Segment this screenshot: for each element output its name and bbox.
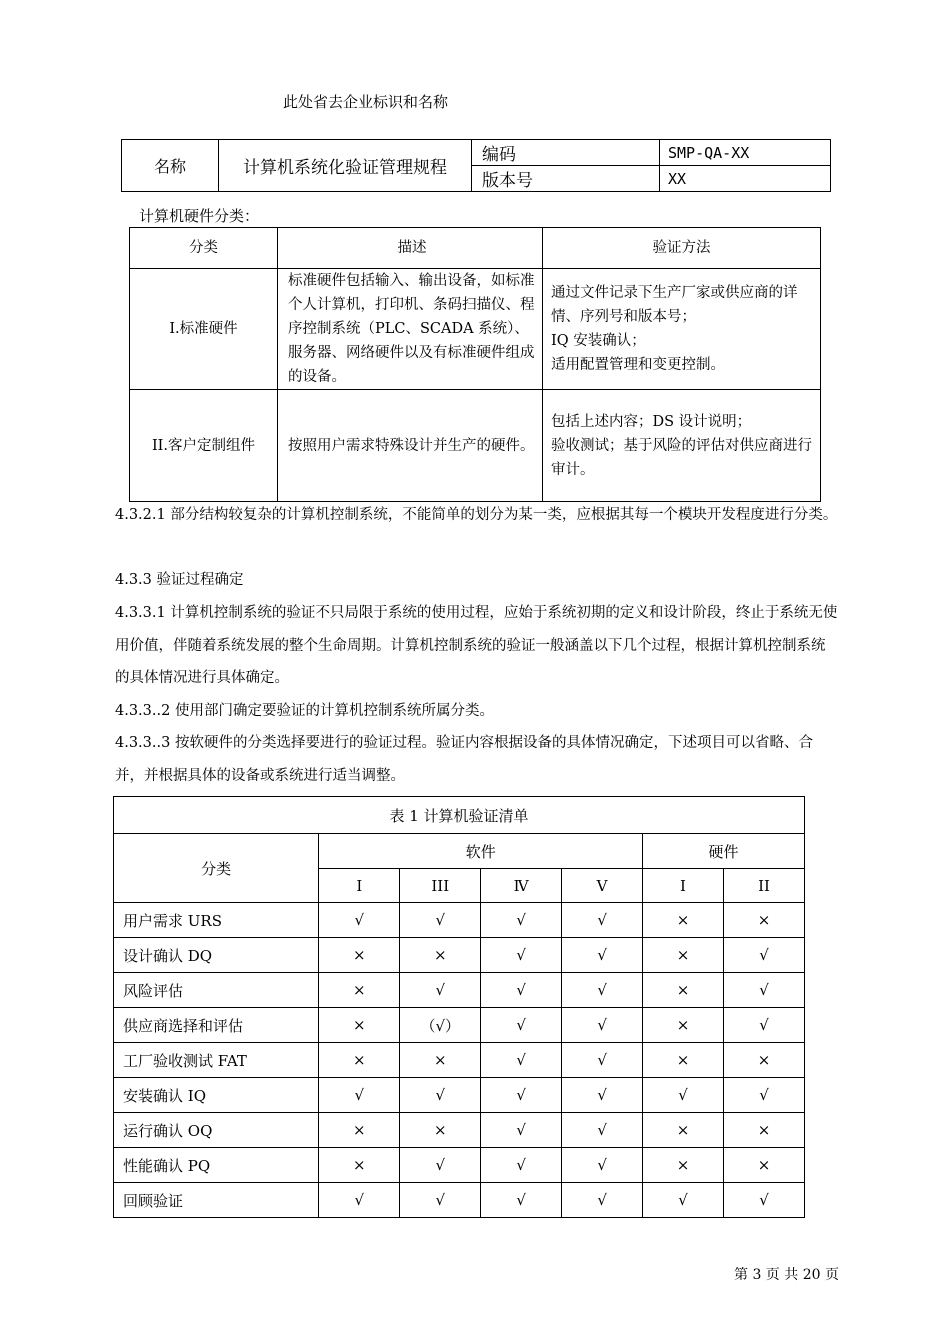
check-cell: √ [481, 1183, 562, 1218]
hardware-classification-table [129, 227, 821, 502]
check-cell: √ [723, 1078, 804, 1113]
section-heading-4-3-3: 4.3.3 验证过程确定 [115, 572, 244, 588]
check-cell: × [643, 1113, 724, 1148]
column-header: 描述 [278, 228, 543, 269]
check-cell: √ [400, 973, 481, 1008]
check-cell: √ [400, 903, 481, 938]
check-cell: × [643, 1008, 724, 1043]
method-line: IQ 安装确认； [551, 333, 646, 349]
check-cell: × [723, 1043, 804, 1078]
code-label: 编码 [472, 140, 660, 166]
check-cell: √ [319, 903, 400, 938]
check-cell: （√） [400, 1008, 481, 1043]
check-cell: √ [481, 1113, 562, 1148]
sub-header: II [723, 869, 804, 903]
check-cell: √ [562, 1148, 643, 1183]
check-cell: √ [723, 1183, 804, 1218]
table-row [114, 1078, 805, 1113]
check-cell: √ [562, 1113, 643, 1148]
check-cell: × [643, 973, 724, 1008]
check-cell: √ [562, 938, 643, 973]
hardware-section-title: 计算机硬件分类： [139, 207, 260, 225]
page-number: 第 3 页 共 20 页 [734, 1267, 839, 1283]
method-line: 验收测试；基于风险的评估对供应商进行审计。 [551, 437, 812, 478]
paragraph-4-3-3-2: 4.3.3..2 使用部门确定要验证的计算机控制系统所属分类。 [115, 703, 494, 719]
check-cell: × [319, 1008, 400, 1043]
sub-header: V [562, 869, 643, 903]
table-row [114, 903, 805, 938]
check-cell: √ [319, 1183, 400, 1218]
row-label: 供应商选择和评估 [114, 1008, 319, 1043]
check-cell: × [400, 938, 481, 973]
method-cell [543, 390, 821, 502]
method-line: 包括上述内容；DS 设计说明； [551, 413, 752, 430]
check-cell: √ [319, 1078, 400, 1113]
software-header: 软件 [319, 834, 643, 869]
table-row [114, 1113, 805, 1148]
check-cell: × [643, 938, 724, 973]
check-cell: × [400, 1043, 481, 1078]
check-cell: × [723, 1148, 804, 1183]
check-cell: × [400, 1113, 481, 1148]
sub-header: Ⅳ [481, 869, 562, 903]
check-cell: × [723, 903, 804, 938]
table-row [114, 1043, 805, 1078]
validation-checklist-table [113, 796, 805, 1218]
version-value: XX [660, 166, 831, 192]
check-cell: √ [562, 1183, 643, 1218]
table-row [130, 390, 821, 502]
table-row [114, 1008, 805, 1043]
check-cell: √ [562, 1078, 643, 1113]
checklist-body [114, 903, 805, 1218]
document-header-table [121, 139, 831, 192]
check-cell: √ [481, 1148, 562, 1183]
check-cell: √ [400, 1148, 481, 1183]
method-cell [543, 269, 821, 390]
row-label: 风险评估 [114, 973, 319, 1008]
name-label: 名称 [122, 140, 219, 192]
table-row [114, 938, 805, 973]
check-cell: √ [481, 1008, 562, 1043]
paragraph-4-3-3-3: 4.3.3..3 按软硬件的分类选择要进行的验证过程。验证内容根据设备的具体情况确定，下述项目可以省略、合并，并根据具体的设备或系统进行适当调整。 [115, 735, 813, 784]
check-cell: √ [643, 1183, 724, 1218]
table-row [114, 1183, 805, 1218]
sub-header: III [400, 869, 481, 903]
check-cell: × [319, 973, 400, 1008]
check-cell: × [643, 1148, 724, 1183]
check-cell: √ [723, 973, 804, 1008]
category-cell: II.客户定制组件 [130, 390, 278, 502]
sub-header: I [643, 869, 724, 903]
paragraph-4-3-3-1: 4.3.3.1 计算机控制系统的验证不只局限于系统的使用过程，应始于系统初期的定义和设计阶段，终止于系统无使用价值，伴随着系统发展的整个生命周期。计算机控制系统的验证一般涵盖以下几个过程，根据计算机控制系统的具体情况进行具体确定。 [115, 605, 838, 686]
table-header-row [130, 228, 821, 269]
row-label: 安装确认 IQ [114, 1078, 319, 1113]
check-cell: √ [723, 1008, 804, 1043]
check-cell: √ [643, 1078, 724, 1113]
column-header: 分类 [130, 228, 278, 269]
check-cell: √ [481, 973, 562, 1008]
check-cell: × [319, 938, 400, 973]
row-label: 运行确认 OQ [114, 1113, 319, 1148]
row-label: 性能确认 PQ [114, 1148, 319, 1183]
check-cell: × [319, 1113, 400, 1148]
description-cell: 标准硬件包括输入、输出设备，如标准个人计算机，打印机、条码扫描仪、程序控制系统（PLC、SCADA 系统）、服务器、网络硬件以及有标准硬件组成的设备。 [278, 269, 543, 390]
sub-header: I [319, 869, 400, 903]
row-label: 工厂验收测试 FAT [114, 1043, 319, 1078]
check-cell: √ [562, 1043, 643, 1078]
category-header: 分类 [114, 834, 319, 903]
hardware-header: 硬件 [643, 834, 805, 869]
check-cell: √ [481, 1078, 562, 1113]
row-label: 用户需求 URS [114, 903, 319, 938]
document-title: 计算机系统化验证管理规程 [219, 140, 472, 192]
row-label: 设计确认 DQ [114, 938, 319, 973]
check-cell: × [319, 1148, 400, 1183]
check-cell: √ [481, 1043, 562, 1078]
check-cell: × [723, 1113, 804, 1148]
table-row [114, 1148, 805, 1183]
table-title: 表 1 计算机验证清单 [114, 797, 805, 834]
column-header: 验证方法 [543, 228, 821, 269]
method-line: 适用配置管理和变更控制。 [551, 357, 725, 373]
check-cell: √ [400, 1183, 481, 1218]
description-cell: 按照用户需求特殊设计并生产的硬件。 [278, 390, 543, 502]
check-cell: × [319, 1043, 400, 1078]
paragraph-4-3-2-1: 4.3.2.1 部分结构较复杂的计算机控制系统，不能简单的划分为某一类，应根据其每一个模块开发程度进行分类。 [115, 507, 838, 523]
check-cell: √ [481, 938, 562, 973]
version-label: 版本号 [472, 166, 660, 192]
check-cell: × [643, 903, 724, 938]
table-row [130, 269, 821, 390]
check-cell: × [643, 1043, 724, 1078]
check-cell: √ [562, 973, 643, 1008]
table-row [114, 973, 805, 1008]
method-line: 通过文件记录下生产厂家或供应商的详情、序列号和版本号； [551, 285, 798, 325]
row-label: 回顾验证 [114, 1183, 319, 1218]
check-cell: √ [481, 903, 562, 938]
check-cell: √ [400, 1078, 481, 1113]
category-cell: I.标准硬件 [130, 269, 278, 390]
check-cell: √ [562, 903, 643, 938]
check-cell: √ [723, 938, 804, 973]
check-cell: √ [562, 1008, 643, 1043]
code-value: SMP-QA-XX [660, 140, 831, 166]
company-placeholder: 此处省去企业标识和名称 [283, 93, 449, 111]
